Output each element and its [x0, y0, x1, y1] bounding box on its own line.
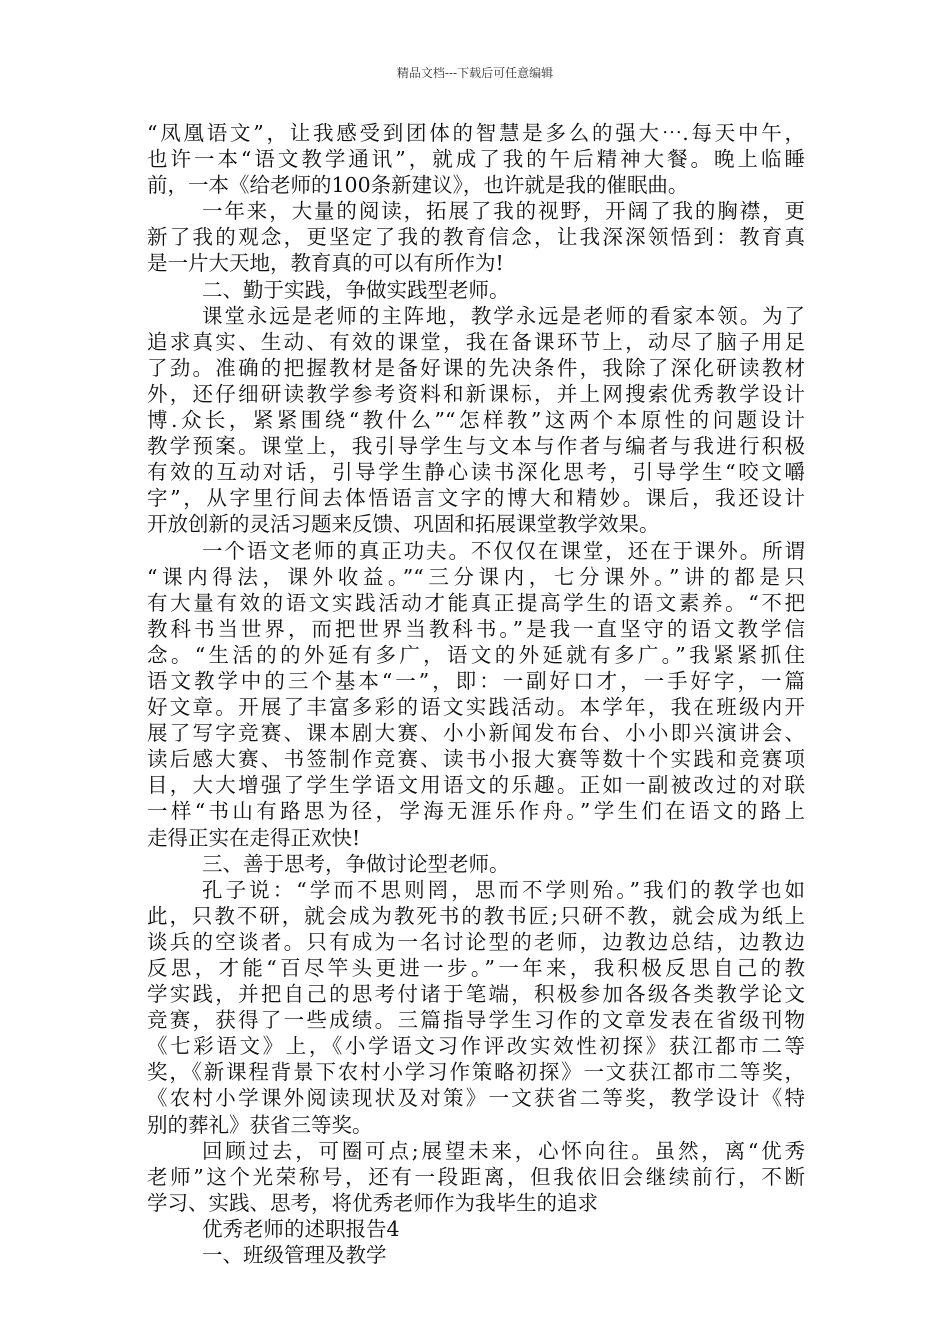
text-line: 一个语文老师的真正功夫。不仅仅在课堂，还在于课外。所谓: [202, 538, 805, 563]
text-line: 孔子说：“学而不思则罔，思而不学则殆。”我们的教学也如: [202, 877, 805, 902]
text-line: 学习、实践、思考，将优秀老师作为我毕生的追求: [147, 1190, 598, 1215]
text-line: 一、班级管理及教学: [202, 1243, 387, 1268]
text-line: 有大量有效的语文实践活动才能真正提高学生的语文素养。“不把: [147, 590, 805, 615]
text-line: 追求真实、生动、有效的课堂，我在备课环节上，动尽了脑子用足: [147, 329, 805, 354]
text-line: 奖，《新课程背景下农村小学习作策略初探》一文获江都市二等奖，: [147, 1060, 805, 1085]
text-line: 教学预案。课堂上，我引导学生与文本与作者与编者与我进行积极: [147, 434, 805, 459]
text-line: 外，还仔细研读教学参考资料和新课标，并上网搜索优秀教学设计: [147, 381, 805, 406]
text-line: 二、勤于实践，争做实践型老师。: [202, 277, 510, 302]
text-line: “课内得法，课外收益。”“三分课内，七分课外。”讲的都是只: [147, 564, 805, 589]
text-line: 《农村小学课外阅读现状及对策》一文获省二等奖，教学设计《特: [147, 1086, 805, 1111]
text-line: 竞赛，获得了一些成绩。三篇指导学生习作的文章发表在省级刊物: [147, 1008, 805, 1033]
text-line: 博.众长，紧紧围绕“教什么”“怎样教”这两个本原性的问题设计: [147, 408, 805, 433]
text-line: 前，一本《给老师的100条新建议》，也许就是我的催眠曲。: [147, 173, 689, 198]
text-line: 《七彩语文》上，《小学语文习作评改实效性初探》获江都市二等: [147, 1034, 805, 1059]
text-line: 此，只教不研，就会成为教死书的教书匠;只研不教，就会成为纸上: [147, 903, 805, 928]
text-line: 新了我的观念，更坚定了我的教育信念，让我深深领悟到：教育真: [147, 225, 805, 250]
text-line: 念。“生活的的外延有多广，语文的外延就有多广。”我紧紧抓住: [147, 642, 805, 667]
text-line: 语文教学中的三个基本“一”，即：一副好口才，一手好字，一篇: [147, 668, 805, 693]
text-line: 读后感大赛、书签制作竞赛、读书小报大赛等数十个实践和竞赛项: [147, 747, 805, 772]
text-line: 走得正实在走得正欢快!: [147, 825, 361, 850]
text-line: 有效的互动对话，引导学生静心读书深化思考，引导学生“咬文嚼: [147, 460, 805, 485]
text-line: 三、善于思考，争做讨论型老师。: [202, 851, 510, 876]
text-line: 目，大大增强了学生学语文用语文的乐趣。正如一副被改过的对联: [147, 773, 805, 798]
text-line: 课堂永远是老师的主阵地，教学永远是老师的看家本领。为了: [202, 303, 805, 328]
page-header: 精品文档---下载后可任意编辑: [396, 66, 554, 80]
text-line: “凤凰语文”，让我感受到团体的智慧是多么的强大⋯.每天中午，: [147, 121, 805, 145]
text-line: 展了写字竞赛、课本剧大赛、小小新闻发布台、小小即兴演讲会、: [147, 721, 805, 746]
text-line: 学实践，并把自己的思考付诸于笔端，积极参加各级各类教学论文: [147, 982, 805, 1007]
text-line: 好文章。开展了丰富多彩的语文实践活动。本学年，我在班级内开: [147, 695, 805, 720]
text-line: 开放创新的灵活习题来反馈、巩固和拓展课堂教学效果。: [147, 512, 660, 537]
document-body: [147, 120, 805, 1268]
text-line: 是一片大天地，教育真的可以有所作为!: [147, 251, 504, 276]
text-line: 也许一本“语文教学通讯”，就成了我的午后精神大餐。晚上临睡: [147, 147, 805, 172]
text-line: 了劲。准确的把握教材是备好课的先决条件，我除了深化研读教材: [147, 355, 805, 380]
text-line: 教科书当世界，而把世界当教科书。”是我一直坚守的语文教学信: [147, 616, 805, 641]
text-line: 优秀老师的述职报告4: [202, 1216, 400, 1241]
text-line: 一年来，大量的阅读，拓展了我的视野，开阔了我的胸襟，更: [202, 199, 805, 224]
text-line: 回顾过去，可圈可点;展望未来，心怀向往。虽然，离“优秀: [202, 1138, 805, 1163]
text-line: 老师”这个光荣称号，还有一段距离，但我依旧会继续前行，不断: [147, 1164, 805, 1189]
text-line: 字”，从字里行间去体悟语言文字的博大和精妙。课后，我还设计: [147, 486, 805, 511]
text-line: 一样“书山有路思为径，学海无涯乐作舟。”学生们在语文的路上: [147, 799, 805, 824]
text-line: 谈兵的空谈者。只有成为一名讨论型的老师，边教边总结，边教边: [147, 929, 805, 954]
text-line: 反思，才能“百尽竿头更进一步。”一年来，我积极反思自己的教: [147, 956, 805, 980]
text-line: 别的葬礼》获省三等奖。: [147, 1112, 373, 1137]
